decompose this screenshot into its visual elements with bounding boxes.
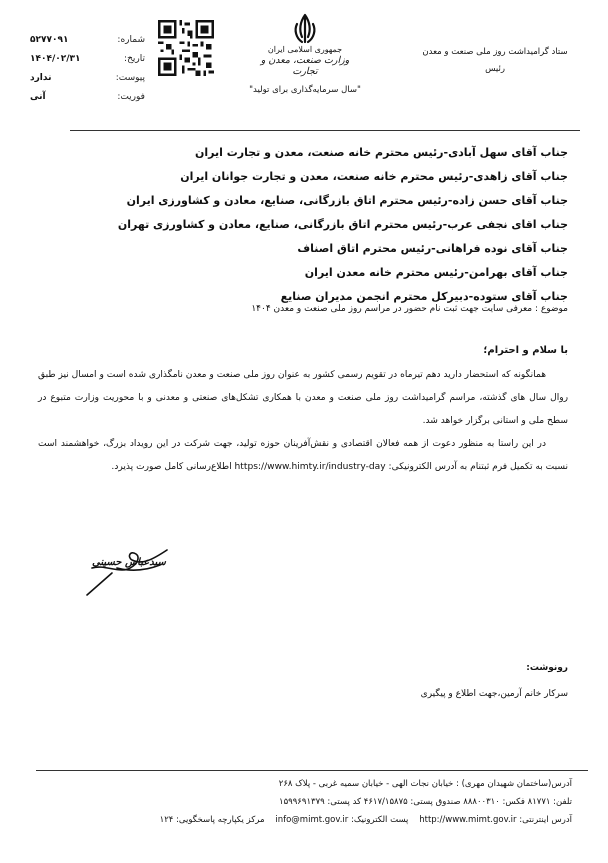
qr-code-icon	[158, 20, 214, 76]
year-motto: "سال سرمایه‌گذاری برای تولید"	[249, 85, 361, 95]
recipient-line: جناب آقای بهرامن-رئیس محترم خانه معدن ایران	[304, 266, 568, 279]
urgency-label: فوریت:	[117, 91, 145, 102]
letter-date-value: ۱۴۰۴/۰۲/۳۱	[30, 53, 81, 64]
carbon-copy	[38, 655, 568, 707]
body-paragraph-2-text: در این راستا به منظور دعوت از همه فعالان اقتصادی و نقش‌آفرینان حوزه تولید، جهت شرکت در این رویداد بزرگ، خواهشمند است نسبت به تکمیل فرم ثبتنام به آدرس الکترونیکی:	[38, 439, 568, 472]
office-role: رئیس	[485, 64, 505, 74]
attachment-value: ندارد	[30, 72, 52, 83]
recipient-line: جناب آقای نوده فراهانی-رئیس محترم اتاق اصناف	[297, 242, 568, 255]
letter-meta	[30, 30, 145, 106]
urgency-row	[30, 87, 145, 106]
letter-number-label: شماره:	[117, 34, 145, 45]
registration-link[interactable]: https://www.himty.ir/industry-day	[234, 462, 386, 472]
footer-phone: تلفن: ۸۱۷۷۱ فکس: ۸۸۸۰۰۳۱۰ صندوق پستی: ۴۶۱۷/۱۵۸۷۵ کد پستی: ۱۵۹۹۶۹۱۳۷۹	[279, 797, 572, 807]
iran-emblem-icon	[290, 12, 320, 48]
signer-name: سیدعباس حسینی	[92, 557, 166, 568]
letter-date-label: تاریخ:	[124, 53, 145, 64]
letter-date-row	[30, 49, 145, 68]
issuing-office	[410, 44, 580, 78]
website-link[interactable]: http://www.mimt.gov.ir	[419, 815, 517, 825]
recipient-line: جناب آقای حسن زاده-رئیس محترم اتاق بازرگانی، صنایع، معادن و کشاورزی ایران	[126, 194, 568, 207]
header-divider	[70, 130, 580, 131]
email-link[interactable]: info@mimt.gov.ir	[275, 815, 349, 825]
ministry-logo-text	[255, 44, 355, 77]
letter-number-value: ۵۲۷۷۰۹۱	[30, 34, 69, 45]
footer-divider	[36, 770, 588, 771]
letter-body	[38, 364, 568, 479]
cc-line: سرکار خانم آرمین،جهت اطلاع و پیگیری	[420, 689, 568, 699]
recipient-line: جناب آقای ستوده-دبیرکل محترم انجمن مدیران صنایع	[280, 290, 568, 303]
attachment-row	[30, 68, 145, 87]
recipient-line: جناب اقای نجفی عرب-رئیس محترم اتاق بازرگانی، صنایع، معادن و کشاورزی تهران	[117, 218, 568, 231]
letter-number-row	[30, 30, 145, 49]
attachment-label: پیوست:	[115, 72, 145, 83]
ministry-line2: وزارت صنعت، معدن و تجارت	[260, 55, 350, 77]
cc-title: رونوشت:	[526, 663, 568, 673]
ministry-line1: جمهوری اسلامی ایران	[267, 45, 343, 54]
recipient-line: جناب آقای سهل آبادی-رئیس محترم خانه صنعت، معدن و تجارت ایران	[194, 146, 568, 159]
subject-line: موضوع : معرفی سایت جهت ثبت نام حضور در مراسم روز ملی صنعت و معدن ۱۴۰۴	[251, 304, 568, 314]
greeting: با سلام و احترام؛	[483, 345, 568, 356]
footer-address: آدرس(ساختمان شهیدان مهری) : خیابان نجات الهی - خیابان سمیه غربی - پلاک ۲۶۸	[278, 779, 572, 789]
handwritten-signature	[72, 540, 182, 600]
email-label: پست الکترونیک:	[351, 815, 409, 825]
body-paragraph-2	[38, 433, 568, 479]
footer-contact	[12, 811, 572, 829]
office-name: ستاد گرامیداشت روز ملی صنعت و معدن	[422, 47, 568, 57]
call-center: مرکز یکپارچه پاسخگویی: ۱۲۴	[159, 815, 265, 825]
body-paragraph-2-end: اطلاع‌رسانی کامل صورت پذیرد.	[111, 462, 232, 472]
recipients-list	[38, 141, 568, 309]
body-paragraph-1: همانگونه که استحضار دارید دهم تیرماه در تقویم رسمی کشور به عنوان روز ملی صنعت و معدن نامگذاری شده است و امسال نیز طبق روال سال های گذشته، مراسم گرامیداشت روز ملی صنعت و معدن با همکاری تشکل‌های صنعتی و معدنی و با محوریت وزارت متبوع در سطح ملی و استانی برگزار خواهد شد.	[38, 370, 568, 426]
recipient-line: جناب آقای زاهدی-رئیس محترم خانه صنعت، معدن و تجارت جوانان ایران	[180, 170, 568, 183]
urgency-value: آنی	[30, 91, 46, 102]
footer	[12, 775, 572, 829]
web-label: آدرس اینترنتی:	[519, 815, 572, 825]
